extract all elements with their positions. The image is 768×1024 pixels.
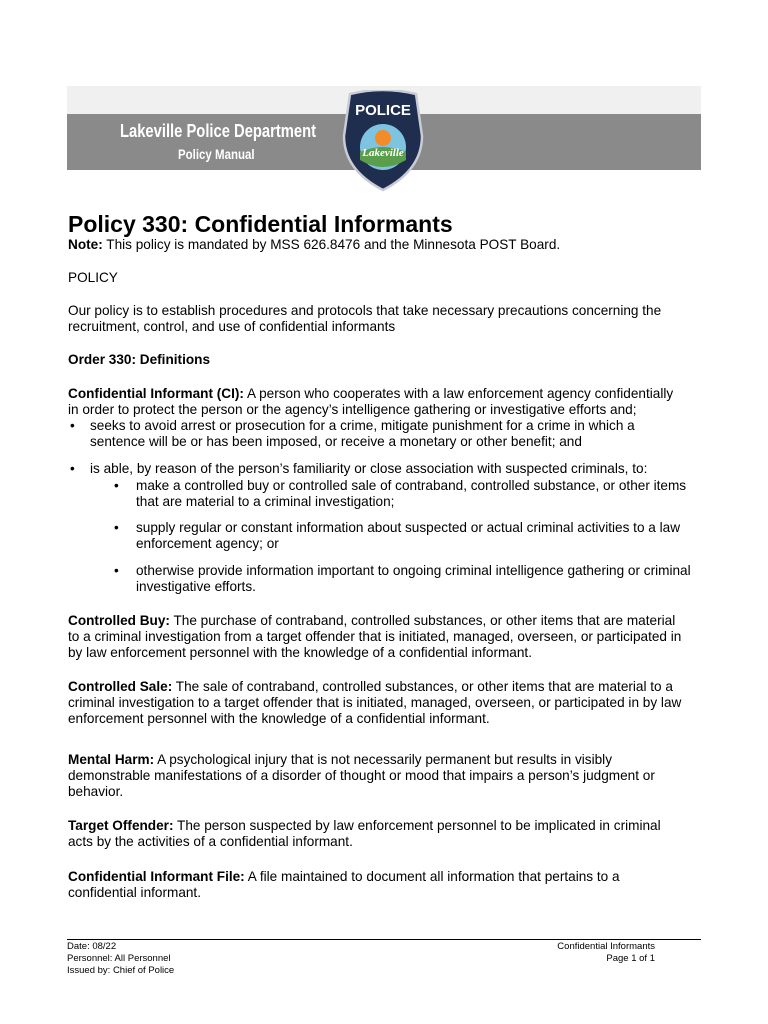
footer-divider xyxy=(67,939,701,940)
definition-line: enforcement personnel with the knowledge of a confidential informant. xyxy=(68,711,490,726)
manual-name: Policy Manual xyxy=(178,146,255,162)
definition-ci: Confidential Informant (CI): A person who cooperates with a law enforcement agency confidentially xyxy=(68,386,674,401)
definition-mental-harm: Mental Harm: A psychological injury that is not necessarily permanent but results in visibly xyxy=(68,752,612,767)
policy-title: Policy 330: Confidential Informants xyxy=(68,211,453,237)
footer-doc-name: Confidential Informants xyxy=(557,941,655,952)
definition-line: to a criminal investigation from a target offender that is initiated, managed, overseen, or participated in xyxy=(68,629,682,644)
footer-issued-by: Issued by: Chief of Police xyxy=(67,965,175,976)
definition-line: by law enforcement personnel with the knowledge of a confidential informant. xyxy=(68,645,532,660)
definition-ci-line: in order to protect the person or the agency’s intelligence gathering or investigative efforts and; xyxy=(68,402,637,417)
badge-title: POLICE xyxy=(355,102,411,119)
definition-target-offender: Target Offender: The person suspected by law enforcement personnel to be implicated in criminal xyxy=(68,818,661,833)
policy-note: Note: This policy is mandated by MSS 626.8476 and the Minnesota POST Board. xyxy=(68,237,561,252)
footer-date: Date: 08/22 xyxy=(67,941,117,952)
definition-ci-file: Confidential Informant File: A file maintained to document all information that pertains to a xyxy=(68,869,620,884)
badge-city: Lakeville xyxy=(362,147,404,159)
policy-text-line: Our policy is to establish procedures and protocols that take necessary precautions concerning the xyxy=(68,303,662,318)
definition-line: demonstrable manifestations of a disorder of thought or mood that impairs a person’s judgment or xyxy=(68,768,655,783)
order-heading: Order 330: Definitions xyxy=(68,352,211,367)
policy-text-line: recruitment, control, and use of confidential informants xyxy=(68,319,396,334)
police-badge-logo xyxy=(342,90,424,192)
department-name: Lakeville Police Department xyxy=(120,121,317,141)
definition-line: acts by the activities of a confidential informant. xyxy=(68,834,353,849)
footer-page-number: Page 1 of 1 xyxy=(606,953,655,964)
definition-line: confidential informant. xyxy=(68,885,201,900)
definition-controlled-buy: Controlled Buy: The purchase of contraband, controlled substances, or other items that are material xyxy=(68,613,676,628)
definition-line: criminal investigation to a target offender that is initiated, managed, overseen, or participated in by law xyxy=(68,695,682,710)
definition-line: behavior. xyxy=(68,784,124,799)
footer-personnel: Personnel: All Personnel xyxy=(67,953,171,964)
definition-controlled-sale: Controlled Sale: The sale of contraband, controlled substances, or other items that are material to a xyxy=(68,679,673,694)
policy-heading: POLICY xyxy=(68,270,118,285)
